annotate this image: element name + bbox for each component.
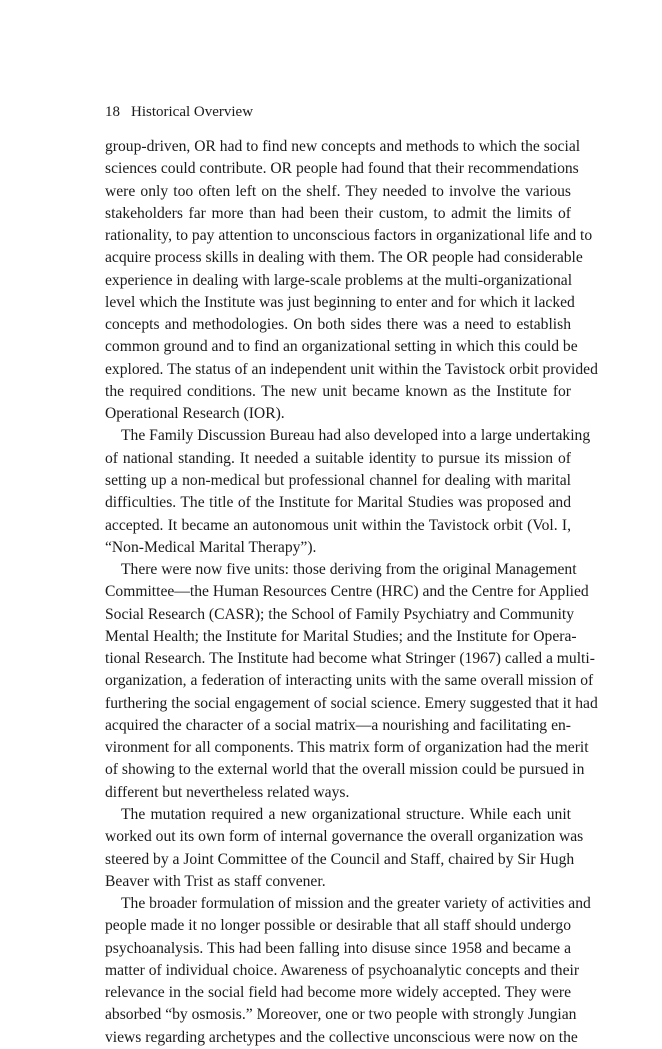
text-line: Social Research (CASR); the School of Family Psychiatry and Community xyxy=(105,605,575,623)
text-line: There were now five units: those deriving from the original Management xyxy=(121,561,577,579)
text-line: tional Research. The Institute had become what Stringer (1967) called a multi- xyxy=(105,650,595,668)
text-line: rationality, to pay attention to unconscious factors in organizational life and to xyxy=(105,227,593,245)
body-text xyxy=(105,136,598,1049)
text-line: setting up a non-medical but professional channel for dealing with marital xyxy=(105,471,571,489)
text-line: concepts and methodologies. On both sides there was a need to establish xyxy=(105,316,571,334)
text-line: furthering the social engagement of social science. Emery suggested that it had xyxy=(105,694,598,712)
text-line: The mutation required a new organizational structure. While each unit xyxy=(121,805,571,823)
text-line: “Non-Medical Marital Therapy”). xyxy=(105,538,317,556)
text-line: difficulties. The title of the Institute for Marital Studies was proposed and xyxy=(105,494,571,512)
text-line: stakeholders far more than had been their custom, to admit the limits of xyxy=(105,204,571,222)
paragraph xyxy=(105,559,598,804)
paragraph xyxy=(105,804,584,893)
text-line: level which the Institute was just beginning to enter and for which it lacked xyxy=(105,293,575,311)
text-line: of national standing. It needed a suitable identity to pursue its mission of xyxy=(105,449,571,467)
text-line: group-driven, OR had to find new concepts and methods to which the social xyxy=(105,138,581,155)
text-line: views regarding archetypes and the collective unconscious were now on the xyxy=(105,1028,578,1046)
page-number: 18 xyxy=(105,104,120,120)
text-line: the required conditions. The new unit became known as the Institute for xyxy=(105,382,571,400)
text-line: Committee—the Human Resources Centre (HRC) and the Centre for Applied xyxy=(105,583,589,601)
text-line: Operational Research (IOR). xyxy=(105,405,285,423)
text-line: worked out its own form of internal governance the overall organization was xyxy=(105,828,584,846)
text-line: matter of individual choice. Awareness of psychoanalytic concepts and their xyxy=(105,961,580,979)
text-line: The broader formulation of mission and the greater variety of activities and xyxy=(121,895,591,913)
text-line: acquired the character of a social matrix—a nourishing and facilitating en- xyxy=(105,716,571,734)
text-line: absorbed “by osmosis.” Moreover, one or two people with strongly Jungian xyxy=(105,1006,577,1024)
paragraph xyxy=(105,136,598,425)
text-line: different but nevertheless related ways. xyxy=(105,783,350,801)
text-line: common ground and to find an organizational setting in which this could be xyxy=(105,338,578,356)
text-line: Mental Health; the Institute for Marital Studies; and the Institute for Opera- xyxy=(105,627,577,645)
text-line: were only too often left on the shelf. They needed to involve the various xyxy=(105,182,571,200)
running-head-title: Historical Overview xyxy=(131,104,254,120)
text-line: acquire process skills in dealing with them. The OR people had considerable xyxy=(105,249,583,267)
text-line: relevance in the social field had become more widely accepted. They were xyxy=(105,984,571,1002)
text-line: sciences could contribute. OR people had found that their recommendations xyxy=(105,160,579,178)
paragraph xyxy=(105,425,591,559)
text-line: psychoanalysis. This had been falling into disuse since 1958 and became a xyxy=(105,939,571,957)
text-line: steered by a Joint Committee of the Council and Staff, chaired by Sir Hugh xyxy=(105,850,575,868)
text-line: organization, a federation of interacting units with the same overall mission of xyxy=(105,672,594,690)
paragraph xyxy=(105,893,591,1049)
text-line: explored. The status of an independent unit within the Tavistock orbit provided xyxy=(105,360,598,378)
text-line: Beaver with Trist as staff convener. xyxy=(105,872,326,890)
text-line: of showing to the external world that the overall mission could be pursued in xyxy=(105,761,585,779)
text-line: accepted. It became an autonomous unit within the Tavistock orbit (Vol. I, xyxy=(105,516,571,534)
running-head xyxy=(105,103,253,121)
text-line: The Family Discussion Bureau had also developed into a large undertaking xyxy=(121,427,591,445)
text-line: vironment for all components. This matrix form of organization had the merit xyxy=(105,739,589,757)
text-line: experience in dealing with large-scale problems at the multi-organizational xyxy=(105,271,573,289)
text-line: people made it no longer possible or desirable that all staff should undergo xyxy=(105,917,571,935)
